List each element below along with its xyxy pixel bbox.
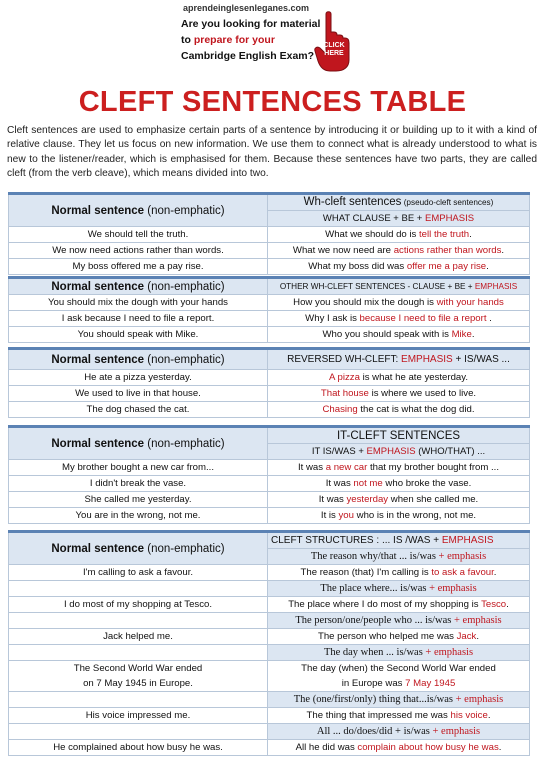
- table-row: The dog chased the cat. Chasing the cat is what the dog did.: [9, 402, 530, 418]
- page-title: CLEFT SENTENCES TABLE: [78, 86, 467, 118]
- table-row: My brother bought a new car from... It was a new car that my brother bought from ...: [9, 460, 530, 476]
- normal-sentence-header: Normal sentence (non-emphatic): [9, 349, 268, 370]
- table-row: I do most of my shopping at Tesco. The place where I do most of my shopping is Tesco.: [9, 597, 530, 613]
- wh-cleft-formula: WHAT CLAUSE + BE + EMPHASIS: [268, 211, 530, 227]
- structure-hint-row: The person/one/people who ... is/was + emphasis: [9, 613, 530, 629]
- promo-line-2: to prepare for your: [181, 34, 275, 46]
- intro-paragraph: Cleft sentences are used to emphasize certain parts of a sentence by introducing it or building up to it with a kind of relative clause. They let us focus on new information. We use them to connect what is already understood to what is new to the listener/reader, which is emphasised for them. Because these sentences have two parts, they are called cleft (from the verb cleave), which means divided into two.: [7, 125, 537, 179]
- other-wh-cleft-header: OTHER WH-CLEFT SENTENCES - CLAUSE + BE + EMPHASIS: [268, 278, 530, 295]
- cleft-structures-table: [8, 530, 530, 756]
- table-row: He ate a pizza yesterday. A pizza is what he ate yesterday.: [9, 370, 530, 386]
- table-row: Jack helped me. The person who helped me was Jack.: [9, 629, 530, 645]
- table-row: You are in the wrong, not me. It is you who is in the wrong, not me.: [9, 508, 530, 524]
- structure-hint: The reason why/that ... is/was + emphasis: [268, 549, 530, 565]
- pointing-hand-icon[interactable]: [312, 10, 352, 72]
- table-row: My boss offered me a pay rise. What my boss did was offer me a pay rise.: [9, 259, 530, 275]
- table-row: You should mix the dough with your hands How you should mix the dough is with your hands: [9, 295, 530, 311]
- table-row: We should tell the truth. What we should do is tell the truth.: [9, 227, 530, 243]
- normal-sentence-header: Normal sentence (non-emphatic): [9, 427, 268, 460]
- table-row: She called me yesterday. It was yesterday when she called me.: [9, 492, 530, 508]
- table-row: You should speak with Mike. Who you should speak with is Mike.: [9, 327, 530, 343]
- table-row: I didn't break the vase. It was not me who broke the vase.: [9, 476, 530, 492]
- it-cleft-header: IT-CLEFT SENTENCES: [268, 427, 530, 444]
- reversed-wh-cleft-table: [8, 347, 530, 418]
- wh-cleft-table: [8, 192, 530, 275]
- table-row: I ask because I need to file a report. Why I ask is because I need to file a report .: [9, 311, 530, 327]
- structure-hint-row: The day when ... is/was + emphasis: [9, 645, 530, 661]
- other-wh-cleft-table: [8, 276, 530, 343]
- normal-sentence-header: Normal sentence (non-emphatic): [9, 532, 268, 565]
- wh-cleft-header: Wh-cleft sentences (pseudo-cleft sentences): [268, 194, 530, 211]
- promo-header: [0, 0, 545, 78]
- it-cleft-table: [8, 425, 530, 524]
- table-row: The Second World War ended The day (when) the Second World War ended: [9, 661, 530, 677]
- reversed-wh-cleft-header: REVERSED WH-CLEFT: EMPHASIS + IS/WAS ...: [268, 349, 530, 370]
- it-cleft-formula: IT IS/WAS + EMPHASIS (WHO/THAT) ...: [268, 444, 530, 460]
- table-row: on 7 May 1945 in Europe. in Europe was 7 May 1945: [9, 676, 530, 692]
- table-row: His voice impressed me. The thing that impressed me was his voice.: [9, 708, 530, 724]
- table-row: We used to live in that house. That house is where we used to live.: [9, 386, 530, 402]
- cleft-structures-header: CLEFT STRUCTURES : ... IS /WAS + EMPHASIS: [268, 532, 530, 549]
- promo-line-3: Cambridge English Exam?: [181, 50, 315, 62]
- structure-hint-row: The place where... is/was + emphasis: [9, 581, 530, 597]
- site-url[interactable]: aprendeinglesenleganes.com: [183, 3, 310, 13]
- table-row: I'm calling to ask a favour. The reason (that) I'm calling is to ask a favour.: [9, 565, 530, 581]
- promo-line-1: Are you looking for material: [181, 18, 321, 30]
- promo-text: [181, 16, 320, 64]
- normal-sentence-header: Normal sentence (non-emphatic): [9, 278, 268, 295]
- normal-sentence-header: Normal sentence (non-emphatic): [9, 194, 268, 227]
- table-row: He complained about how busy he was. All he did was complain about how busy he was.: [9, 740, 530, 756]
- structure-hint-row: The (one/first/only) thing that...is/was + emphasis: [9, 692, 530, 708]
- table-row: We now need actions rather than words. What we now need are actions rather than words.: [9, 243, 530, 259]
- click-here-label[interactable]: CLICK HERE: [323, 42, 345, 57]
- structure-hint-row: All ... do/does/did + is/was + emphasis: [9, 724, 530, 740]
